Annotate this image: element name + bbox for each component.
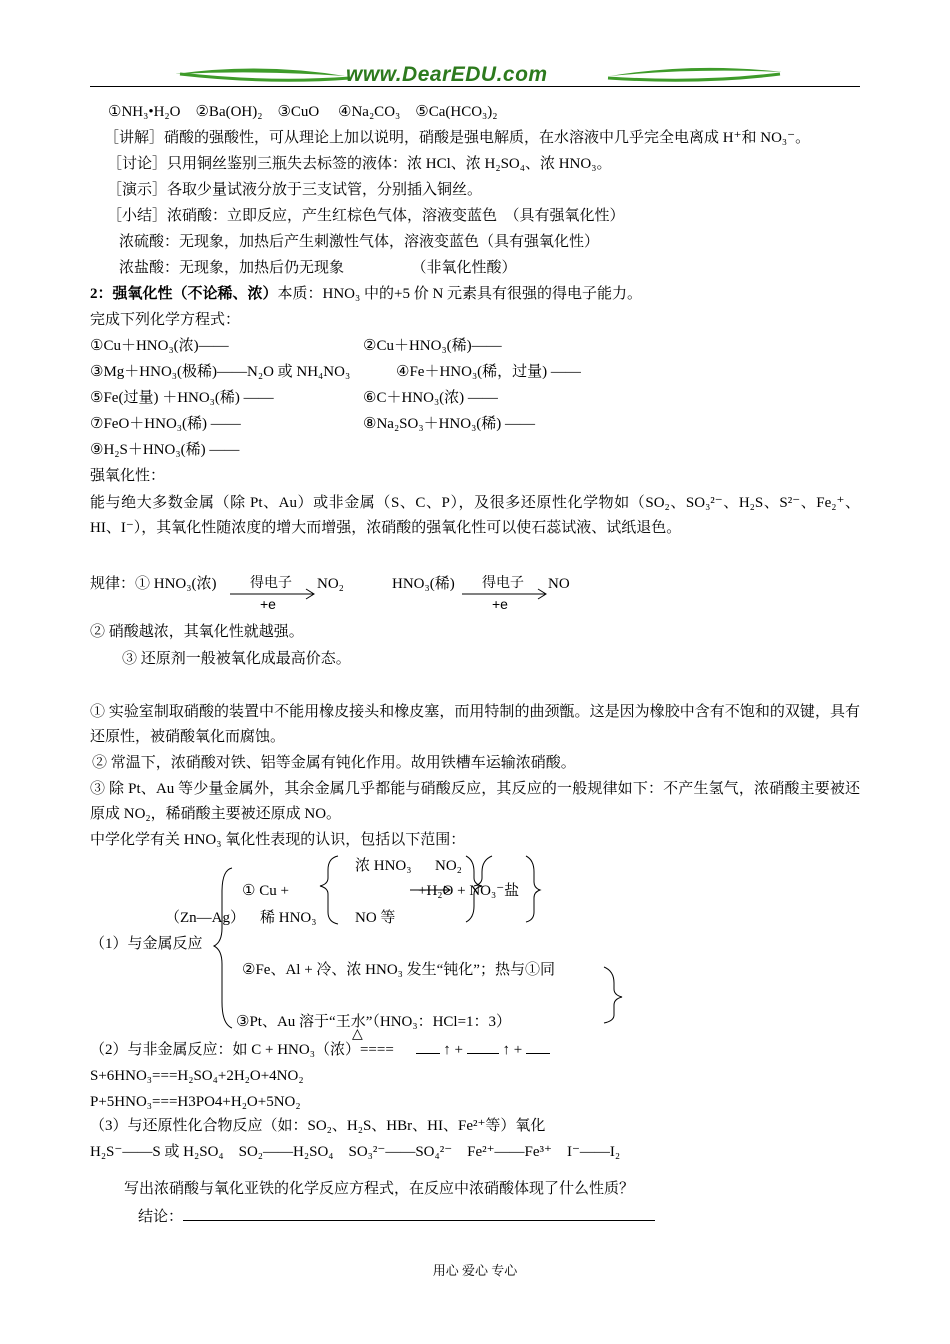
lecture-note: ［讲解］硝酸的强酸性，可从理论上加以说明，硝酸是强电解质，在水溶液中几乎完全电离成 H⁺和 NO₃⁻。 — [104, 130, 811, 146]
conclusion-row — [138, 1206, 655, 1227]
heat-symbol: △ — [352, 1027, 363, 1042]
summary-sulfuric: 浓硫酸：无现象，加热后产生刺激性气体，溶液变蓝色（具有强氧化性） — [119, 234, 600, 250]
scope-intro: 中学化学有关 HNO₃ 氧化性表现的认识，包括以下范围： — [90, 832, 466, 848]
exercise-question: 写出浓硝酸与氧化亚铁的化学反应方程式，在反应中浓硝酸体现了什么性质？ — [124, 1181, 635, 1197]
diagram-products: +H₂O + NO₃⁻盐 — [418, 883, 520, 899]
rule-1-prefix: 规律：① HNO₃(浓) — [90, 576, 217, 592]
diagram-conc-hno3: 浓 HNO₃ — [355, 858, 412, 874]
rule-2: ② 硝酸越浓，其氧化性就越强。 — [90, 624, 304, 640]
equation-8: ⑧Na₂SO₃＋HNO₃(稀) —— — [363, 416, 536, 432]
header-divider — [90, 86, 860, 87]
note-1: ① 实验室制取硝酸的装置中不能用橡皮接头和橡皮塞，而用特制的曲颈甑。这是因为橡胶中含有不饱和的双键，具有还原性，被硝酸氧化而腐蚀。 — [90, 704, 860, 745]
header-logo-text: www.DearEDU.com — [346, 63, 548, 86]
diagram-dilute-hno3: 稀 HNO₃ — [260, 910, 317, 926]
blank-3[interactable] — [526, 1053, 550, 1054]
section-title: 2：强氧化性（不论稀、浓） — [90, 286, 278, 302]
equation-5: ⑤Fe(过量) ＋HNO₃(稀) —— — [90, 390, 274, 406]
diagram-no2: NO₂ — [435, 858, 462, 874]
arrow-dilute-top: 得电子 — [482, 574, 524, 590]
summary-hydrochloric: 浓盐酸：无现象，加热后仍无现象 （非氧化性酸） — [119, 260, 517, 276]
discussion-note: ［讨论］只用铜丝鉴别三瓶失去标签的液体：浓 HCl、浓 H₂SO₄、浓 HNO₃。 — [107, 156, 612, 172]
equation-2: ②Cu＋HNO₃(稀)—— — [363, 338, 502, 354]
equation-1: ①Cu＋HNO₃(浓)—— — [90, 338, 229, 354]
section-essence: 本质：HNO₃ 中的+5 价 N 元素具有很强的得电子能力。 — [277, 286, 643, 302]
brace-right-fe — [600, 965, 630, 1025]
diagram-cu: ① Cu + — [242, 883, 289, 899]
rule-1 — [90, 575, 216, 594]
page-footer: 用心 爱心 专心 — [432, 1263, 518, 1278]
brace-diagram — [210, 852, 550, 1034]
diagram-no: NO 等 — [355, 910, 396, 926]
arrow-conc-bottom: +e — [260, 596, 276, 612]
note-2: ② 常温下，浓硝酸对铁、铝等金属有钝化作用。故用铁槽车运输浓硝酸。 — [92, 755, 576, 771]
equation-7: ⑦FeO＋HNO₃(稀) —— — [90, 416, 241, 432]
blank-1[interactable] — [416, 1053, 440, 1054]
dilute-acid: HNO₃(稀) — [392, 576, 455, 592]
reducing-chain: H₂S⁻——S 或 H₂SO₄ SO₂——H₂SO₄ SO₃²⁻——SO₄²⁻ Fe²⁺——Fe³⁺ I⁻——I₂ — [90, 1144, 621, 1160]
equation-9: ⑨H₂S＋HNO₃(稀) —— — [90, 442, 240, 458]
oxidizing-label: 强氧化性： — [90, 468, 166, 484]
equation-4: ④Fe＋HNO₃(稀，过量) —— — [396, 364, 581, 380]
demo-note: ［演示］各取少量试液分放于三支试管，分别插入铜丝。 — [107, 182, 483, 198]
equation-3: ③Mg＋HNO₃(极稀)——N₂O 或 NH₄NO₃ — [90, 364, 351, 380]
nonmetal-reaction — [90, 1041, 550, 1060]
diagram-aqua-regia: ③Pt、Au 溶于“王水”（HNO₃：HCl=1：3） — [236, 1014, 512, 1030]
arrow-conc-top: 得电子 — [250, 574, 292, 590]
reducing-compounds: （3）与还原性化合物反应（如：SO₂、H₂S、HBr、HI、Fe²⁺等）氧化 — [90, 1118, 546, 1134]
question-options: ①NH₃•H₂O ②Ba(OH)₂ ③CuO ④Na₂CO₃ ⑤Ca(HCO₃)₂ — [108, 104, 498, 120]
phosphorus-equation: P+5HNO₃===H3PO4+H₂O+5NO₂ — [90, 1094, 301, 1110]
note-3: ③ 除 Pt、Au 等少量金属外，其余金属几乎都能与硝酸反应，其反应的一般规律如下：不产生氢气，浓硝酸主要被还原成 NO₂，稀硝酸主要被还原成 NO。 — [90, 781, 860, 822]
summary-note: ［小结］浓硝酸：立即反应，产生红棕色气体，溶液变蓝色 （具有强氧化性） — [107, 208, 625, 224]
conclusion-blank[interactable] — [183, 1206, 655, 1221]
rule-3: ③ 还原剂一般被氧化成最高价态。 — [122, 651, 351, 667]
diagram-zn-ag: （Zn—Ag） — [165, 910, 245, 926]
up-arrow-2: ↑ + — [502, 1042, 523, 1058]
instruction: 完成下列化学方程式： — [90, 312, 241, 328]
product-no: NO — [548, 576, 570, 592]
sulfur-equation: S+6HNO₃===H₂SO₄+2H₂O+4NO₂ — [90, 1068, 304, 1084]
diagram-passivation: ②Fe、Al + 冷、浓 HNO₃ 发生“钝化”；热与①同 — [242, 962, 555, 978]
section-heading — [90, 285, 642, 304]
nonmetal-prefix: （2）与非金属反应：如 C + HNO₃（浓）==== — [90, 1042, 394, 1058]
arrow-dilute-bottom: +e — [492, 596, 508, 612]
oxidizing-paragraph: 能与绝大多数金属（除 Pt、Au）或非金属（S、C、P），及很多还原性化学物如（SO₂、SO₃²⁻、H₂S、S²⁻、Fe₂⁺、HI、I⁻），其氧化性随浓度的增大而增强，浓硝酸的强氧化性可以使石蕊试液、试纸退色。 — [90, 495, 860, 536]
up-arrow-1: ↑ + — [443, 1042, 463, 1058]
equation-6: ⑥C＋HNO₃(浓) —— — [363, 390, 498, 406]
blank-2[interactable] — [467, 1053, 499, 1054]
product-no2: NO₂ — [317, 576, 344, 592]
diagram-metal-reaction: （1）与金属反应 — [90, 936, 203, 952]
conclusion-label: 结论： — [138, 1209, 184, 1225]
